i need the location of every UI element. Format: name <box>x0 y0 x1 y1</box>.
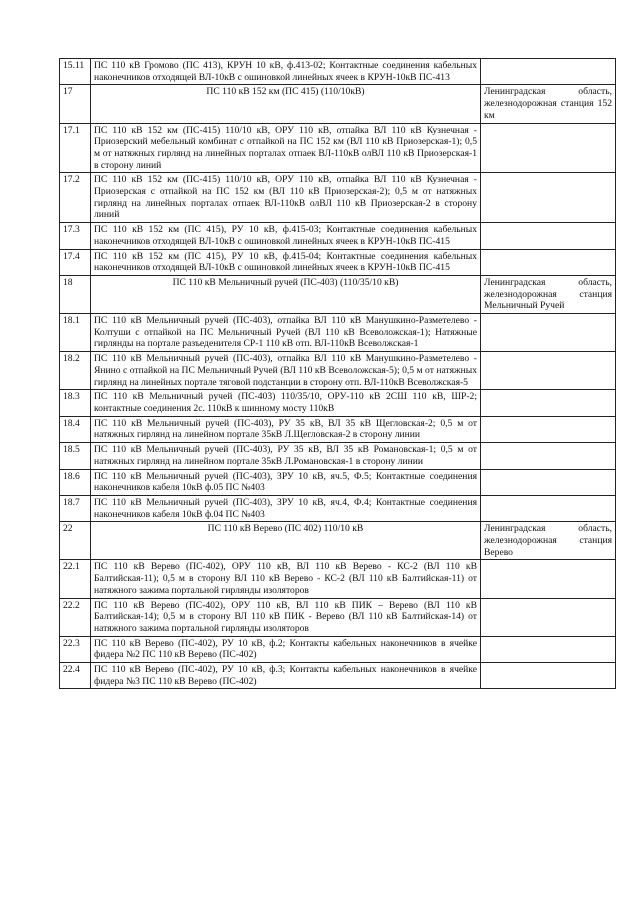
table-row <box>60 443 616 469</box>
row-number: 18.4 <box>60 416 91 442</box>
item-description: ПС 110 кВ Мельничный ручей (ПС-403), РУ 35 кВ, ВЛ 35 кВ Романовская-1; 0,5 м от натяжных гирлянд на линейном портале 35кВ Л.Романовская-1 в сторону линии <box>91 443 481 469</box>
row-number: 18.3 <box>60 390 91 416</box>
substations-table <box>59 58 616 689</box>
row-number: 18.1 <box>60 314 91 352</box>
item-description: ПС 110 кВ 152 км (ПС 415), РУ 10 кВ, ф.415-04; Контактные соединения кабельных наконечников отходящей ВЛ-10кВ с ошиновкой линейных ячеек в КРУН-10кВ ПС-415 <box>91 249 481 275</box>
table-row <box>60 390 616 416</box>
table-row <box>60 59 616 85</box>
location-cell <box>481 123 616 173</box>
substation-title: ПС 110 кВ Верево (ПС 402) 110/10 кВ <box>91 522 481 560</box>
location-cell <box>481 390 616 416</box>
section-header-row <box>60 85 616 123</box>
location-cell <box>481 560 616 598</box>
row-number: 22.2 <box>60 598 91 636</box>
item-description: ПС 110 кВ Мельничный ручей (ПС-403), ЗРУ 10 кВ, яч.5, Ф.5; Контактные соединения наконечников кабеля 10кВ ф.05 ПС №403 <box>91 469 481 495</box>
row-number: 22.1 <box>60 560 91 598</box>
table-row <box>60 173 616 223</box>
location-cell <box>481 636 616 662</box>
table-row <box>60 560 616 598</box>
location-cell <box>481 223 616 249</box>
table-row <box>60 314 616 352</box>
row-number: 22 <box>60 522 91 560</box>
table-row <box>60 416 616 442</box>
location-cell: Ленинградская область, железнодорожная станция 152 км <box>481 85 616 123</box>
section-header-row <box>60 275 616 313</box>
row-number: 18.7 <box>60 495 91 521</box>
table-row <box>60 123 616 173</box>
location-cell: Ленинградская область, железнодорожная станция Верево <box>481 522 616 560</box>
section-header-row <box>60 522 616 560</box>
row-number: 22.4 <box>60 663 91 689</box>
location-cell <box>481 59 616 85</box>
item-description: ПС 110 кВ 152 км (ПС-415) 110/10 кВ, ОРУ 110 кВ, отпайка ВЛ 110 кВ Кузнечная - Приозерская с отпайкой на ПС 152 км (ВЛ 110 кВ Приозерская-2); 0,5 м от натяжных гирлянд на линейных порталах отпаек ВЛ-110кВ олВЛ 110 кВ Приозерская-2 в сторону линий <box>91 173 481 223</box>
location-cell <box>481 173 616 223</box>
table-row <box>60 223 616 249</box>
location-cell <box>481 598 616 636</box>
row-number: 17.4 <box>60 249 91 275</box>
table-row <box>60 495 616 521</box>
row-number: 17.1 <box>60 123 91 173</box>
location-cell <box>481 314 616 352</box>
row-number: 18.6 <box>60 469 91 495</box>
location-cell <box>481 495 616 521</box>
item-description: ПС 110 кВ 152 км (ПС-415) 110/10 кВ, ОРУ 110 кВ, отпайка ВЛ 110 кВ Кузнечная - Приозерский мебельный комбинат с отпайкой на ПС 152 км (ВЛ 110 кВ Приозерская-1); 0,5 м от натяжных гирлянд на линейных порталах отпаек ВЛ-110кВ олВЛ 110 кВ Приозерская-1 в сторону линий <box>91 123 481 173</box>
row-number: 17 <box>60 85 91 123</box>
location-cell <box>481 352 616 390</box>
row-number: 18.2 <box>60 352 91 390</box>
item-description: ПС 110 кВ Верево (ПС-402), ОРУ 110 кВ, ВЛ 110 кВ ПИК – Верево (ВЛ 110 кВ Балтийская-14); 0,5 м в сторону ВЛ 110 кВ ПИК - Верево (ВЛ 110 кВ Балтийская-14) от натяжного зажима портальной гирлянды изоляторов <box>91 598 481 636</box>
table-row <box>60 663 616 689</box>
substation-title: ПС 110 кВ Мельничный ручей (ПС-403) (110/35/10 кВ) <box>91 275 481 313</box>
table-row <box>60 352 616 390</box>
row-number: 22.3 <box>60 636 91 662</box>
item-description: ПС 110 кВ Верево (ПС-402), РУ 10 кВ, ф.2; Контакты кабельных наконечников в ячейке фидера №2 ПС 110 кВ Верево (ПС-402) <box>91 636 481 662</box>
table-body <box>60 59 616 689</box>
item-description: ПС 110 кВ 152 км (ПС 415), РУ 10 кВ, ф.415-03; Контактные соединения кабельных наконечников отходящей ВЛ-10кВ с ошиновкой линейных ячеек в КРУН-10кВ ПС-415 <box>91 223 481 249</box>
location-cell <box>481 663 616 689</box>
row-number: 15.11 <box>60 59 91 85</box>
substation-title: ПС 110 кВ 152 км (ПС 415) (110/10кВ) <box>91 85 481 123</box>
table-row <box>60 249 616 275</box>
table-row <box>60 636 616 662</box>
row-number: 18 <box>60 275 91 313</box>
location-cell <box>481 416 616 442</box>
item-description: ПС 110 кВ Мельничный ручей (ПС-403), ЗРУ 10 кВ, яч.4, Ф.4; Контактные соединения наконечников кабеля 10кВ ф.04 ПС №403 <box>91 495 481 521</box>
item-description: ПС 110 кВ Мельничный ручей (ПС-403), РУ 35 кВ, ВЛ 35 кВ Щегловская-2; 0,5 м от натяжных гирлянд на линейном портале 35кВ Л.Щегловская-2 в сторону линии <box>91 416 481 442</box>
item-description: ПС 110 кВ Мельничный ручей (ПС-403), отпайка ВЛ 110 кВ Манушкино-Разметелево - Колтуши с отпайкой на ПС Мельничный Ручей (ВЛ 110 кВ Всеволожская-1); Натяжные гирлянды на портале разъеденителя СР-1 110 кВ отп. ВЛ-110кВ Всеволжская-1 <box>91 314 481 352</box>
row-number: 18.5 <box>60 443 91 469</box>
location-cell: Ленинградская область, железнодорожная станция Мельничный Ручей <box>481 275 616 313</box>
item-description: ПС 110 кВ Громово (ПС 413), КРУН 10 кВ, ф.413-02; Контактные соединения кабельных наконечников отходящей ВЛ-10кВ с ошиновкой линейных ячеек в КРУН-10кВ ПС-413 <box>91 59 481 85</box>
row-number: 17.2 <box>60 173 91 223</box>
location-cell <box>481 249 616 275</box>
table-row <box>60 469 616 495</box>
location-cell <box>481 443 616 469</box>
item-description: ПС 110 кВ Верево (ПС-402), РУ 10 кВ, ф.3; Контакты кабельных наконечников в ячейке фидера №3 ПС 110 кВ Верево (ПС-402) <box>91 663 481 689</box>
item-description: ПС 110 кВ Верево (ПС-402), ОРУ 110 кВ, ВЛ 110 кВ Верево - КС-2 (ВЛ 110 кВ Балтийская-11); 0,5 м в сторону ВЛ 110 кВ Верево - КС-2 (ВЛ 110 кВ Балтийская-11) от натяжного зажима портальной гирлянды изоляторов <box>91 560 481 598</box>
location-cell <box>481 469 616 495</box>
table-row <box>60 598 616 636</box>
row-number: 17.3 <box>60 223 91 249</box>
item-description: ПС 110 кВ Мельничный ручей (ПС-403), отпайка ВЛ 110 кВ Манушкино-Разметелево - Янино с отпайкой на ПС Мельничный Ручей (ВЛ 110 кВ Всеволожская-5); 0,5 м от натяжных гирлянд на линейных портале тяговой подстанции в сторону отп. ВЛ-110кВ Всеволжская-5 <box>91 352 481 390</box>
item-description: ПС 110 кВ Мельничный ручей (ПС-403) 110/35/10, ОРУ-110 кВ 2СШ 110 кВ, ШР-2; контактные соединения 2с. 110кВ к шинному мосту 110кВ <box>91 390 481 416</box>
